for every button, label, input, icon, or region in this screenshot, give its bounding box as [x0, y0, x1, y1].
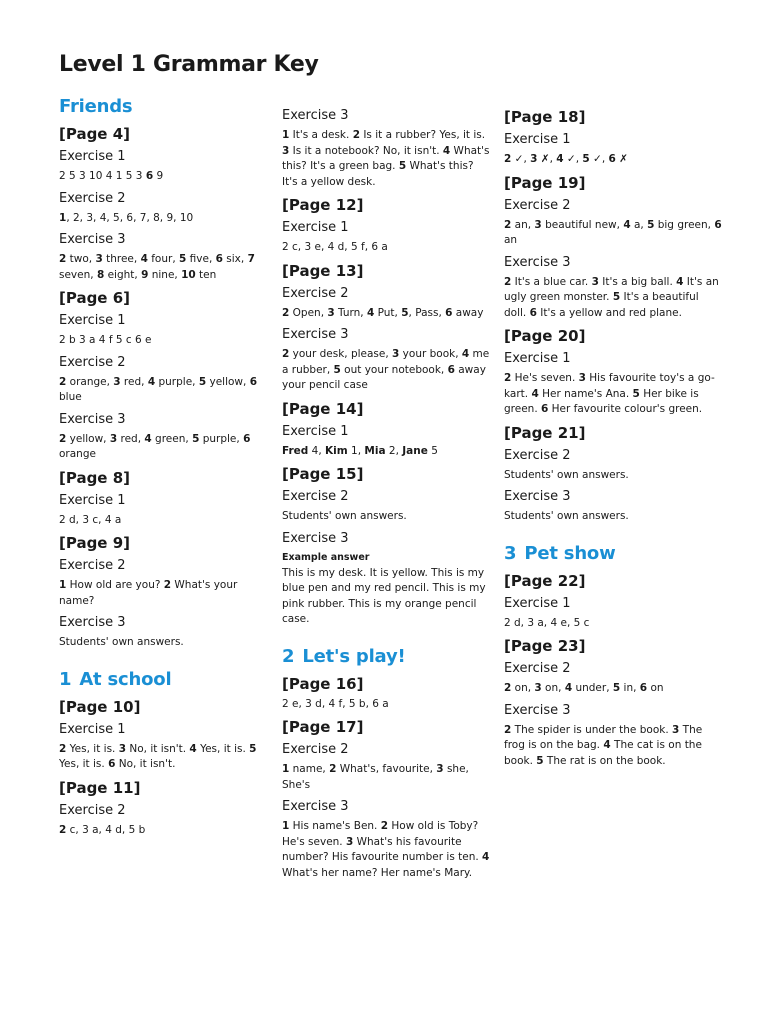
answer-text [504, 509, 724, 525]
answer-fragment: orange [59, 448, 96, 460]
item-number: 2 [282, 306, 290, 319]
page-heading: [Page 19] [504, 173, 586, 192]
item-number: 2 [504, 682, 512, 694]
answer-fragment: beautiful new, [541, 218, 624, 231]
answer-fragment: red, [120, 375, 148, 388]
answer-fragment: Students' own answers. [504, 468, 629, 481]
answer-text [282, 128, 492, 190]
item-number: Fred [282, 444, 309, 457]
answer-fragment: What's, favourite, [336, 763, 437, 775]
answer-fragment: nine, [148, 268, 182, 281]
answer-text [504, 152, 724, 168]
answer-fragment: 2, [385, 444, 403, 457]
answer-text [504, 218, 724, 249]
answer-text [282, 347, 492, 394]
answer-fragment: No, it isn't. [115, 758, 176, 770]
item-number: 3 [672, 723, 680, 736]
item-number: 2 [380, 820, 389, 832]
answer-fragment: The frog is on the bag. [504, 723, 703, 751]
item-number: 3 [109, 432, 118, 445]
item-number: 3 [436, 763, 444, 775]
item-number: 9 [141, 268, 149, 281]
item-number: 4 [147, 375, 156, 388]
answer-fragment: How old is Toby? He's seven. [282, 820, 479, 848]
item-number: 5 [612, 682, 621, 694]
item-number: 7 [247, 253, 255, 265]
exercise-heading: Exercise 3 [282, 327, 349, 342]
item-number: 6 [145, 170, 154, 182]
page-heading: [Page 21] [504, 423, 586, 442]
answer-fragment: What's her name? Her name's Mary. [282, 866, 473, 879]
item-number: 6 [639, 682, 648, 694]
answer-fragment: 4, [308, 444, 326, 457]
answer-fragment: name, [289, 763, 330, 775]
answer-fragment: Is it a rubber? Yes, it is. [360, 129, 486, 141]
item-number: 2 [504, 218, 512, 231]
page-heading: [Page 20] [504, 327, 586, 345]
exercise-heading: Exercise 3 [282, 530, 349, 546]
item-number: 2 [504, 723, 512, 736]
answer-text [59, 169, 269, 185]
exercise-heading: Exercise 1 [282, 423, 349, 439]
item-number: 3 [345, 835, 354, 848]
exercise-heading: Exercise 3 [504, 254, 571, 270]
answer-fragment: purple, [199, 432, 244, 445]
answer-fragment: under, [572, 682, 613, 694]
answer-fragment: blue [59, 391, 82, 403]
unit-number: 3 [504, 542, 517, 564]
answer-text [282, 762, 492, 793]
answer-fragment: , Pass, [408, 306, 446, 319]
item-number: 6 [529, 306, 537, 319]
page-title: Level 1 Grammar Key [59, 52, 319, 77]
item-number: 6 [445, 306, 453, 319]
answer-fragment: on, [511, 682, 535, 694]
exercise-heading: Exercise 1 [59, 721, 126, 737]
item-number: 4 [531, 387, 539, 400]
item-number: 5 [249, 742, 257, 755]
unit-number: 2 [282, 645, 295, 667]
answer-text [282, 819, 492, 881]
answer-fragment: The spider is under the book. [511, 723, 673, 736]
answer-text [282, 566, 492, 628]
item-number: 4 [564, 682, 573, 694]
answer-fragment: five, [186, 253, 216, 265]
item-number: Jane [402, 444, 428, 457]
answer-text [59, 432, 269, 463]
answer-fragment: 2 d, 3 a, 4 e, 5 c [504, 616, 590, 629]
page-heading: [Page 4] [59, 125, 130, 143]
unit-name: At school [79, 668, 172, 690]
unit-number: 1 [59, 668, 72, 690]
exercise-heading: Exercise 2 [282, 742, 349, 757]
answer-text [504, 616, 724, 632]
item-number: 2 [352, 129, 360, 141]
answer-fragment: out your notebook, [340, 363, 448, 376]
item-number: 4 [189, 742, 197, 755]
column-1 [59, 96, 269, 843]
answer-text [59, 635, 269, 651]
answer-fragment: big green, [654, 218, 715, 231]
answer-fragment: on, [541, 682, 565, 694]
item-number: 6 [243, 432, 251, 445]
answer-fragment: This is my desk. It is yellow. This is my blue pen and my red pencil. This is my pink rubber. This is my orange pencil case. [282, 566, 486, 625]
answer-fragment: It's an ugly green monster. [504, 275, 719, 303]
exercise-heading: Exercise 2 [282, 285, 349, 301]
answer-fragment: Her bike is green. [504, 387, 699, 415]
page-heading: [Page 11] [59, 778, 141, 797]
item-number: 6 [108, 758, 116, 770]
item-number: 5 [192, 432, 200, 445]
item-number: 5 [179, 253, 187, 265]
answer-fragment: ten [195, 268, 217, 281]
answer-fragment: Students' own answers. [59, 636, 184, 648]
answer-fragment: two, [66, 253, 96, 265]
exercise-heading: Exercise 2 [59, 802, 126, 818]
item-number: 8 [96, 268, 105, 281]
answer-fragment: What's his favourite number? His favourite number is ten. [282, 835, 483, 863]
answer-fragment: in, [620, 682, 640, 694]
answer-fragment: The cat is on the book. [504, 739, 702, 767]
item-number: 6 [541, 403, 549, 415]
answer-fragment: ✓, [511, 153, 531, 165]
answer-fragment: No, it isn't. [126, 742, 190, 755]
item-number: 1 [59, 579, 67, 591]
item-number: 3 [591, 275, 599, 288]
answer-fragment: red, [117, 432, 145, 445]
exercise-heading: Exercise 3 [282, 108, 349, 123]
answer-fragment: It's a yellow and red plane. [536, 306, 682, 319]
answer-text [504, 468, 724, 484]
exercise-heading: Exercise 1 [504, 595, 571, 611]
item-number: 4 [442, 144, 451, 157]
answer-fragment: a, [630, 218, 648, 231]
answer-text [282, 240, 492, 256]
answer-fragment: Her name's Ana. [538, 387, 633, 400]
answer-text [282, 697, 492, 713]
exercise-heading: Exercise 2 [504, 661, 571, 676]
answer-fragment: me a rubber, [282, 348, 490, 376]
item-number: 4 [482, 851, 490, 863]
unit-name: Let's play! [302, 645, 406, 667]
answer-text [59, 211, 269, 227]
column-2 [282, 103, 492, 886]
item-number: 2 [59, 823, 67, 836]
item-number: 5 [401, 306, 409, 319]
unit-heading-friends: Friends [59, 96, 133, 117]
answer-fragment: an [504, 234, 518, 246]
item-number: 1 [282, 129, 290, 141]
answer-text [504, 275, 724, 322]
page-heading: [Page 6] [59, 289, 130, 307]
item-number: 4 [603, 739, 611, 751]
item-number: 5 [632, 387, 640, 400]
page-heading: [Page 8] [59, 468, 130, 487]
exercise-heading: Exercise 1 [59, 149, 126, 164]
page-heading: [Page 18] [504, 108, 586, 126]
answer-text [59, 333, 269, 349]
page-heading: [Page 9] [59, 534, 130, 552]
example-answer-label: Example answer [282, 551, 370, 563]
item-number: 4 [676, 275, 684, 288]
answer-text [59, 375, 269, 406]
answer-text [59, 578, 269, 609]
item-number: 6 [249, 375, 258, 388]
unit-heading-at-school [59, 669, 269, 691]
item-number: 2 [59, 432, 67, 445]
answer-fragment: Students' own answers. [504, 510, 629, 522]
item-number: 2 [329, 763, 337, 775]
item-number: 2 [163, 579, 172, 591]
item-number: 2 [504, 275, 512, 288]
answer-fragment: ✗, [537, 153, 557, 165]
answer-fragment: The rat is on the book. [543, 754, 666, 767]
exercise-heading: Exercise 3 [504, 489, 571, 504]
item-number: 3 [530, 153, 538, 165]
exercise-heading: Exercise 3 [282, 799, 349, 814]
page-heading: [Page 10] [59, 697, 141, 716]
item-number: Mia [364, 444, 386, 457]
answer-text [59, 823, 269, 839]
item-number: 6 [714, 218, 722, 231]
answer-fragment: What's this? It's a green bag. [282, 144, 490, 172]
item-number: 2 [59, 375, 67, 388]
item-number: 1 [282, 820, 290, 832]
answer-fragment: Turn, [334, 306, 367, 319]
answer-fragment: eight, [104, 268, 142, 281]
answer-text [59, 742, 269, 773]
exercise-heading: Exercise 3 [59, 615, 126, 630]
unit-heading-lets-play [282, 646, 492, 668]
answer-fragment: 2 c, 3 e, 4 d, 5 f, 6 a [282, 241, 388, 253]
answer-fragment: It's a beautiful doll. [504, 291, 699, 319]
answer-fragment: ✓, [589, 153, 609, 165]
answer-fragment: Yes, it is. [196, 742, 250, 755]
answer-fragment: three, [102, 253, 141, 265]
answer-fragment: orange, [66, 375, 114, 388]
page-heading: [Page 17] [282, 718, 364, 736]
unit-name: Pet show [524, 542, 616, 564]
exercise-heading: Exercise 1 [59, 492, 126, 508]
item-number: 5 [536, 754, 544, 767]
exercise-heading: Exercise 2 [59, 558, 126, 573]
exercise-heading: Exercise 2 [504, 447, 571, 463]
exercise-heading: Exercise 2 [504, 197, 571, 213]
answer-fragment: It's a blue car. [511, 275, 592, 288]
item-number: 6 [215, 253, 223, 265]
answer-fragment: ✗ [615, 153, 628, 165]
exercise-heading: Exercise 2 [59, 190, 126, 206]
item-number: 2 [282, 348, 290, 360]
answer-fragment: away [452, 306, 484, 319]
item-number: 1 [282, 763, 290, 775]
answer-fragment: Yes, it is. [59, 758, 109, 770]
answer-fragment: How old are you? [66, 579, 164, 591]
answer-text [504, 723, 724, 770]
answer-text [504, 371, 724, 418]
item-number: 3 [113, 375, 121, 388]
item-number: 4 [623, 218, 631, 231]
answer-text [59, 252, 269, 283]
answer-fragment: your desk, please, [289, 348, 393, 360]
item-number: 1 [59, 211, 67, 224]
answer-fragment: What's your name? [59, 579, 238, 607]
item-number: 4 [366, 306, 375, 319]
item-number: 2 [59, 742, 67, 755]
exercise-heading: Exercise 3 [504, 702, 571, 718]
answer-fragment: He's seven. [511, 372, 579, 384]
answer-fragment: Open, [289, 306, 328, 319]
answer-fragment: Put, [374, 306, 402, 319]
answer-fragment: yellow, [66, 432, 110, 445]
item-number: 5 [198, 375, 207, 388]
item-number: 10 [181, 268, 196, 281]
answer-fragment: His name's Ben. [289, 820, 381, 832]
page-heading: [Page 14] [282, 399, 364, 418]
answer-text [59, 513, 269, 529]
answer-fragment: Students' own answers. [282, 510, 407, 522]
answer-fragment: Her favourite colour's green. [548, 403, 703, 415]
item-number: 6 [447, 363, 455, 376]
exercise-heading: Exercise 1 [504, 132, 571, 147]
answer-fragment: ✓, [563, 153, 583, 165]
answer-fragment: yellow, [206, 375, 250, 388]
unit-heading-pet-show [504, 543, 724, 565]
answer-fragment: It's a big ball. [598, 275, 677, 288]
exercise-heading: Exercise 2 [282, 489, 349, 504]
page-heading: [Page 22] [504, 571, 586, 590]
exercise-heading: Exercise 3 [59, 411, 126, 427]
answer-fragment: 9 [153, 170, 164, 182]
answer-fragment: six, [222, 253, 248, 265]
answer-fragment: your book, [399, 348, 462, 360]
answer-fragment: Is it a notebook? No, it isn't. [289, 144, 443, 157]
answer-fragment: purple, [155, 375, 199, 388]
item-number: 5 [333, 363, 341, 376]
item-number: 2 [504, 372, 512, 384]
answer-fragment: c, 3 a, 4 d, 5 b [66, 823, 146, 836]
exercise-heading: Exercise 2 [59, 354, 126, 370]
answer-fragment: 1, [347, 444, 365, 457]
answer-text [504, 681, 724, 697]
answer-fragment: What's this? It's a yellow desk. [282, 160, 474, 188]
page-heading: [Page 12] [282, 196, 364, 214]
page-heading: [Page 16] [282, 674, 364, 693]
item-number: 4 [556, 153, 564, 165]
item-number: 5 [647, 218, 655, 231]
answer-text [282, 444, 492, 460]
item-number: 3 [327, 306, 335, 319]
answer-fragment: she, She's [282, 763, 469, 791]
answer-fragment: His favourite toy's a go-kart. [504, 372, 715, 400]
answer-fragment: seven, [59, 268, 97, 281]
item-number: 3 [95, 253, 103, 265]
item-number: 3 [282, 144, 290, 157]
answer-fragment: 2 d, 3 c, 4 a [59, 513, 122, 526]
item-number: 4 [140, 253, 148, 265]
exercise-heading: Exercise 1 [282, 220, 349, 235]
item-number: 5 [398, 160, 407, 172]
answer-fragment: 2 5 3 10 4 1 5 3 [59, 170, 146, 182]
answer-fragment: green, [151, 432, 193, 445]
answer-fragment: 2 b 3 a 4 f 5 c 6 e [59, 334, 152, 346]
item-number: 5 [582, 153, 590, 165]
answer-text [282, 306, 492, 322]
item-number: 4 [461, 348, 470, 360]
exercise-heading: Exercise 1 [504, 351, 571, 366]
answer-fragment: four, [147, 253, 179, 265]
answer-fragment: on [647, 682, 664, 694]
page-heading: [Page 23] [504, 637, 586, 655]
item-number: 2 [59, 253, 67, 265]
answer-fragment: 5 [427, 444, 438, 457]
page-heading: [Page 15] [282, 465, 364, 483]
exercise-heading: Exercise 1 [59, 313, 126, 328]
answer-fragment: Yes, it is. [66, 742, 119, 755]
column-3 [504, 103, 724, 774]
item-number: 3 [534, 682, 542, 694]
item-number: 2 [504, 153, 512, 165]
answer-fragment: an, [511, 218, 535, 231]
item-number: 3 [392, 348, 400, 360]
item-number: Kim [325, 444, 348, 457]
item-number: 5 [612, 291, 621, 303]
item-number: 3 [534, 218, 542, 231]
answer-fragment: , 2, 3, 4, 5, 6, 7, 8, 9, 10 [66, 211, 194, 224]
answer-text [282, 509, 492, 525]
answer-fragment: 2 e, 3 d, 4 f, 5 b, 6 a [282, 697, 389, 710]
page-heading: [Page 13] [282, 261, 364, 280]
answer-fragment: away your pencil case [282, 363, 486, 391]
item-number: 6 [608, 153, 616, 165]
item-number: 3 [578, 372, 586, 384]
item-number: 4 [144, 432, 152, 445]
exercise-heading: Exercise 3 [59, 232, 126, 247]
item-number: 3 [118, 742, 127, 755]
answer-fragment: It's a desk. [289, 129, 353, 141]
